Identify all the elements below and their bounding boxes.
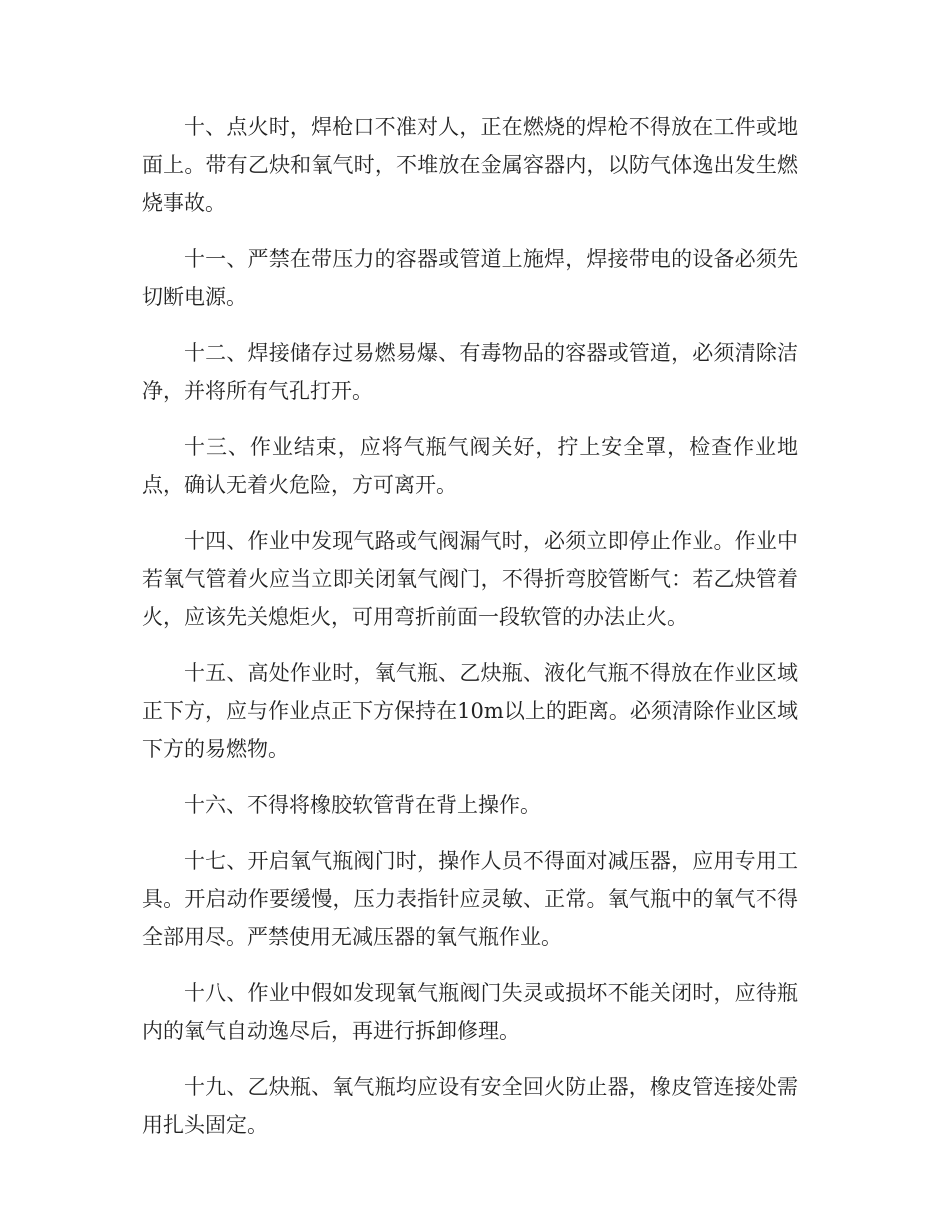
paragraph-15: 十五、高处作业时，氧气瓶、乙炔瓶、液化气瓶不得放在作业区域正下方，应与作业点正下方保持在10m以上的距离。必须清除作业区域下方的易燃物。 [142,661,798,761]
document-page [142,108,798,1162]
paragraph-10: 十、点火时，焊枪口不准对人，正在燃烧的焊枪不得放在工件或地面上。带有乙炔和氧气时，不堆放在金属容器内，以防气体逸出发生燃烧事故。 [142,115,798,215]
paragraph-17: 十七、开启氧气瓶阀门时，操作人员不得面对减压器，应用专用工具。开启动作要缓慢，压力表指针应灵敏、正常。氧气瓶中的氧气不得全部用尽。严禁使用无减压器的氧气瓶作业。 [142,849,798,949]
paragraph-14: 十四、作业中发现气路或气阀漏气时，必须立即停止作业。作业中若氧气管着火应当立即关闭氧气阀门，不得折弯胶管断气：若乙炔管着火，应该先关熄炬火，可用弯折前面一段软管的办法止火。 [142,529,798,629]
paragraph-13: 十三、作业结束，应将气瓶气阀关好，拧上安全罩，检查作业地点，确认无着火危险，方可离开。 [142,435,798,497]
paragraph-12: 十二、焊接储存过易燃易爆、有毒物品的容器或管道，必须清除洁净，并将所有气孔打开。 [142,341,798,403]
paragraph-11: 十一、严禁在带压力的容器或管道上施焊，焊接带电的设备必须先切断电源。 [142,247,798,309]
paragraph-18: 十八、作业中假如发现氧气瓶阀门失灵或损坏不能关闭时，应待瓶内的氧气自动逸尽后，再进行拆卸修理。 [142,981,798,1043]
paragraph-19: 十九、乙炔瓶、氧气瓶均应设有安全回火防止器，橡皮管连接处需用扎头固定。 [142,1075,798,1137]
paragraph-16: 十六、不得将橡胶软管背在背上操作。 [184,793,541,817]
